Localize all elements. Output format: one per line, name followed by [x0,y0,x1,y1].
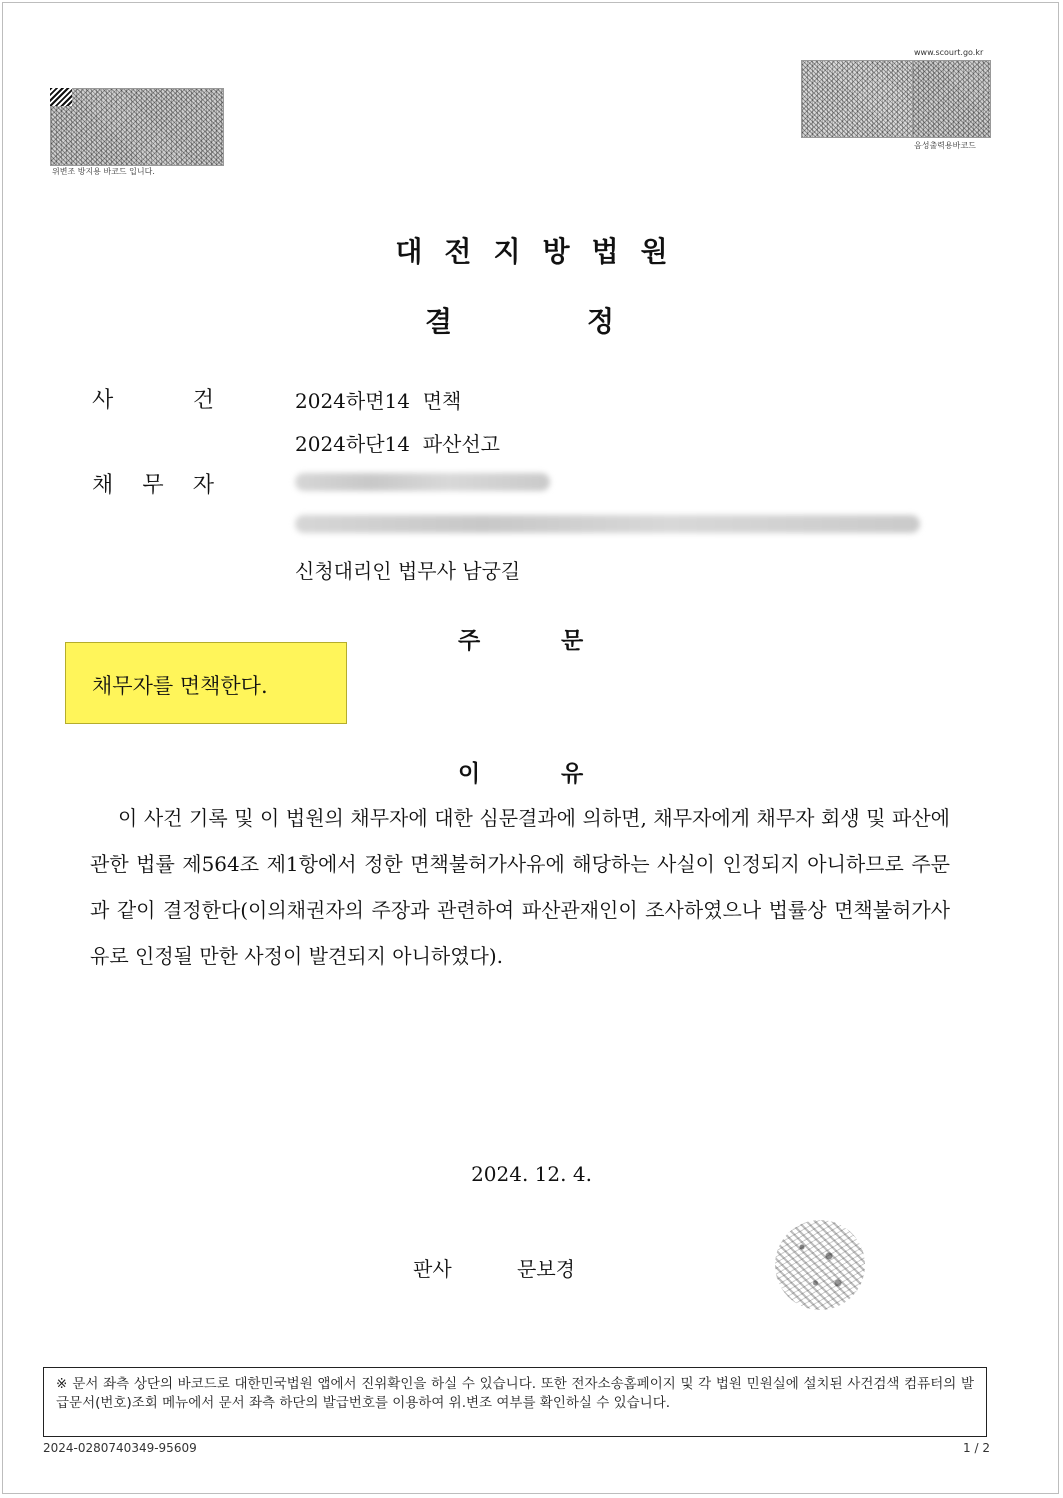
issue-number: 2024-0280740349-95609 [43,1441,197,1455]
order-heading-char-1: 주 [458,628,481,654]
judge-title: 판사 [413,1257,452,1281]
verification-notice: ※ 문서 좌측 상단의 바코드로 대한민국법원 앱에서 진위확인을 하실 수 있습니다. 또한 전자소송홈페이지 및 각 법원 민원실에 설치된 사건검색 컴퓨터의 발급문서(번호)조회 메뉴에서 문서 좌측 하단의 발급번호를 이용하여 위.변조 여부를 확인하실 수 있습니다. [43,1367,987,1437]
reason-text: 이 사건 기록 및 이 법원의 채무자에 대한 심문결과에 의하면, 채무자에게 채무자 회생 및 파산에 관한 법률 제564조 제1항에서 정한 면책불허가사유에 해당하는 사실이 인정되지 아니하므로 주문과 같이 결정한다(이의채권자의 주장과 관련하여 파산관재인이 조사하였으나 법률상 면책불허가사유로 인정될 만한 사정이 발견되지 아니하였다). [90,806,950,968]
court-name: 대전지방법원 [395,235,690,268]
redacted-debtor-name [295,473,550,491]
debtor-label-char: 무 [142,473,164,498]
doc-type-char-2: 정 [587,305,615,338]
scourt-url: www.scourt.go.kr [914,48,984,57]
judge-seal [775,1220,865,1310]
case-number-bankruptcy: 2024하단14 파산선고 [295,432,500,456]
case-number-exemption: 2024하면14 면책 [295,389,462,413]
judge-name: 문보경 [517,1257,575,1281]
decision-date: 2024. 12. 4. [471,1162,592,1186]
barcode-caption-left: 위변조 방지용 바코드 입니다. [52,167,155,176]
barcode-caption-right: 음성출력용바코드 [914,141,976,150]
debtor-label-char: 채 [92,473,114,498]
voice-output-barcode [912,60,991,138]
order-heading-char-2: 문 [561,628,584,654]
case-label-char: 건 [192,388,214,413]
order-text: 채무자를 면책한다. [92,674,268,698]
debtor-label [92,468,214,499]
doc-type-char-1: 결 [425,305,453,338]
redacted-debtor-address [295,515,920,533]
anti-forgery-barcode [50,88,224,166]
agent-line: 신청대리인 법무사 남궁길 [295,559,521,583]
voice-output-barcode-text [801,60,913,138]
case-label [92,383,214,414]
barcode-corner-mark [50,88,72,106]
debtor-label-char: 자 [192,473,214,498]
reason-heading-char-2: 유 [561,761,584,787]
reason-heading-char-1: 이 [458,761,481,787]
case-label-char: 사 [92,388,114,413]
page-number: 1 / 2 [963,1441,990,1455]
